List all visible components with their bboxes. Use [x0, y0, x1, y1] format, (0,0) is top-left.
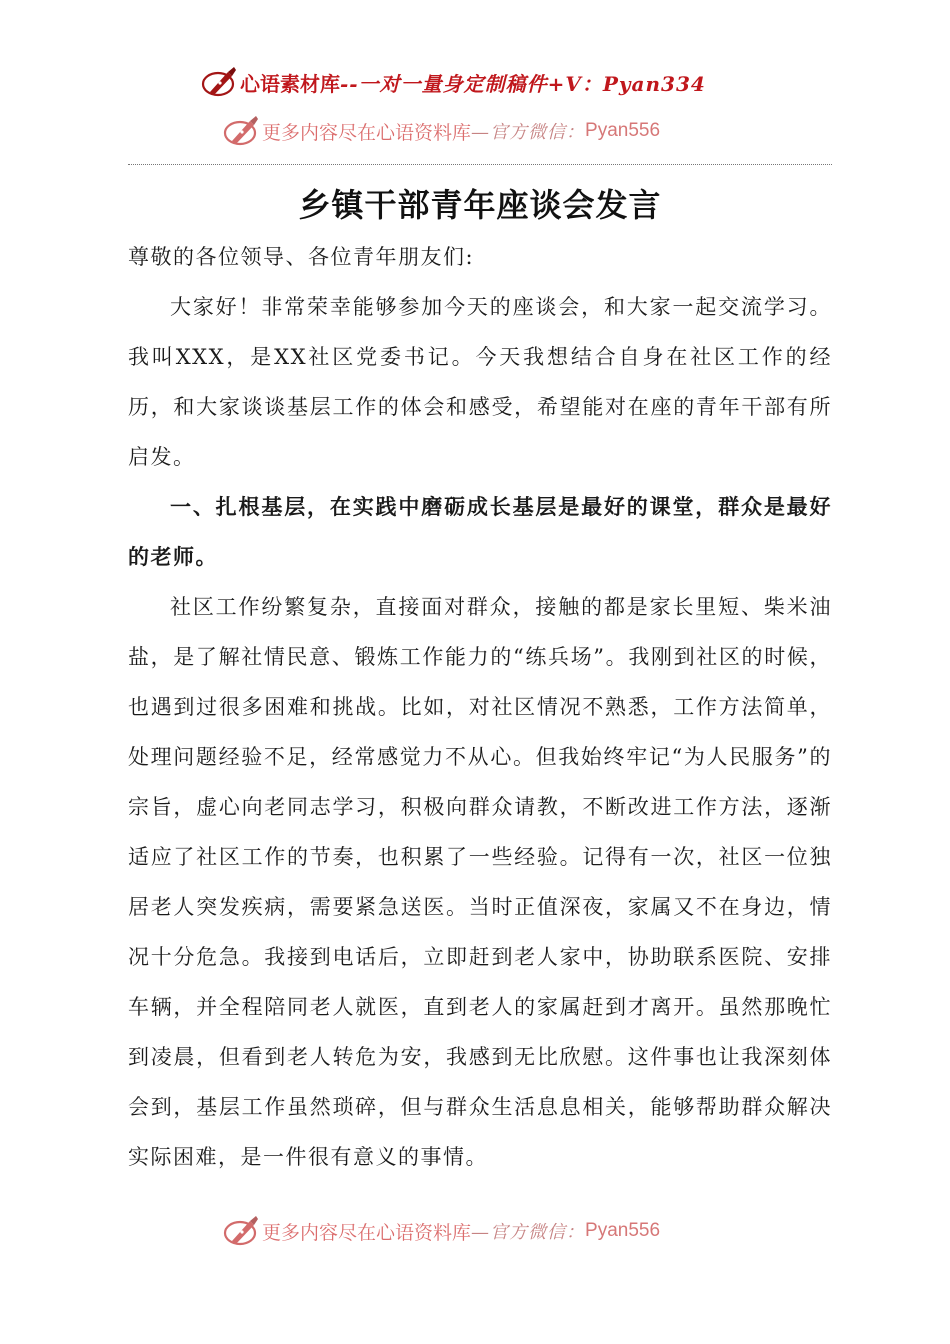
- header-divider: [128, 164, 832, 165]
- section-heading: 一、扎根基层，在实践中磨砺成长基层是最好的课堂，群众是最好的老师。: [128, 494, 832, 569]
- salutation: 尊敬的各位领导、各位青年朋友们:: [128, 245, 475, 269]
- document-body: [128, 232, 832, 1182]
- footer-watermark-sub: —官方微信：: [471, 1222, 586, 1243]
- paragraph-body: 社区工作纷繁复杂，直接面对群众，接触的都是家长里短、柴米油盐，是了解社情民意、锻炼工作能力的“练兵场”。我刚到社区的时候，也遇到过很多困难和挑战。比如，对社区情况不熟悉，工作方法简单，处理问题经验不足，经常感觉力不从心。但我始终牢记“为人民服务”的宗旨，虚心向老同志学习，积极向群众请教，不断改进工作方法，逐渐适应了社区工作的节奏，也积累了一些经验。记得有一次，社区一位独居老人突发疾病，需要紧急送医。当时正值深夜，家属又不在身边，情况十分危急。我接到电话后，立即赶到老人家中，协助联系医院、安排车辆，并全程陪同老人就医，直到老人的家属赶到才离开。虽然那晚忙到凌晨，但看到老人转危为安，我感到无比欣慰。这件事也让我深刻体会到，基层工作虽然琐碎，但与群众生活息息相关，能够帮助群众解决实际困难，是一件很有意义的事情。: [128, 595, 832, 1169]
- footer-watermark-id: Pyan556: [585, 1220, 661, 1241]
- pen-nib-logo-icon: [222, 1213, 262, 1249]
- watermark-sub: —官方微信：: [471, 122, 586, 143]
- watermark-text: 更多内容尽在心语资料库: [262, 121, 472, 144]
- watermark-id: Pyan556: [585, 120, 661, 141]
- brand-header: [200, 62, 760, 102]
- pen-nib-logo-icon: [222, 113, 262, 149]
- header-watermark: [222, 112, 742, 150]
- footer-watermark-text: 更多内容尽在心语资料库: [262, 1221, 472, 1244]
- paragraph-intro: 大家好！非常荣幸能够参加今天的座谈会，和大家一起交流学习。我叫XXX，是XX社区党委书记。今天我想结合自身在社区工作的经历，和大家谈谈基层工作的体会和感受，希望能对在座的青年干部有所启发。: [128, 295, 832, 469]
- pen-nib-logo-icon: [200, 64, 240, 100]
- footer-watermark: [222, 1212, 742, 1250]
- brand-tagline: --一对一量身定制稿件+V：Pyan334: [340, 71, 706, 96]
- document-title: 乡镇干部青年座谈会发言: [298, 186, 662, 224]
- brand-name: 心语素材库: [240, 71, 340, 96]
